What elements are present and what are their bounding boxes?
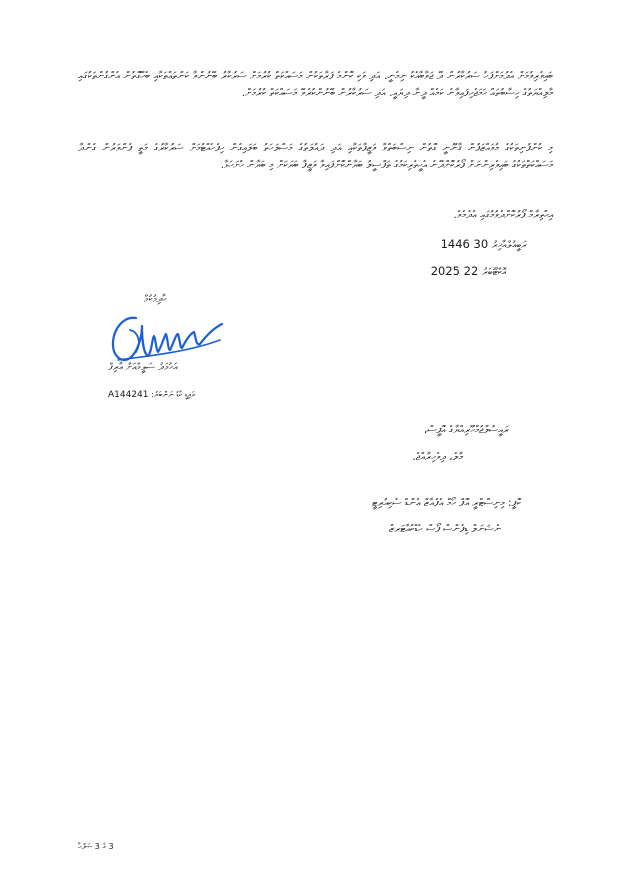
hijri-month: ރަބީޢުލްއާޚިރު (491, 240, 527, 251)
gregorian-month: އޮކްޓޫބަރު (481, 267, 506, 278)
cc-recipient-1: މިނިސްޓްރީ އޮފް ހޯމް އެފެއާޒް އެންޑް ސެކިއުރިޓީ (372, 497, 505, 509)
recipient-line-1: ރައީސުލްޖުމްހޫރިއްޔާގެ އޮފީސް، (423, 424, 509, 436)
gregorian-day: 22 (463, 264, 479, 278)
hijri-year: 1446 (440, 237, 470, 251)
closing-line: އިޙްތިރާމް ފޯރުކޮށްދެވުމުގައި އެދެމެވެ. (453, 209, 553, 221)
signer-id (108, 390, 195, 400)
cc-label: ކޮޕީ: (507, 497, 521, 509)
cc-line-1 (372, 496, 521, 510)
body-paragraph-1: ބައިވެރިވުމަށް އެދުމަށްފަހު ސަރުކާރުން ދޭ ޖަވާބާއެކު ނިމެނީ. އަދި ވަކި ކޮންމެ ފަރާތަކުން މަސައްކަތް ކުރުމަށް ސަރުކާރު ބޭނުންވާ ކަންތައްތަކާއި ބެހޭގޮތުން އެންގުންތަކުގައި މާލިއްޔަތުގެ ހިސާބުތައް ހަމަޖެހިފައިވާނެ ކަމެއް ދީނާ ދިޔައީ. އަދި ސަރުކާރުން ބޭނުންކުރެވޭ މަސައްކަތް ކުރުމަށް. (78, 70, 553, 99)
signer-name: އަހުމަދު ސަލީމްއަށް ޢާރިފް (108, 362, 178, 373)
hijri-date (441, 237, 527, 253)
gregorian-date (431, 264, 506, 280)
signer-id-label: އައިޑީ ކާޑު ނަންބަރު: (151, 390, 196, 399)
signed-label: ހާދިމުކުމް (144, 294, 167, 305)
cc-line-2: ނެޝަނަލް ޑިފެންސް ފޯސް ހެޑްކުއާޓަރޒް (388, 523, 501, 535)
gregorian-year: 2025 (430, 264, 460, 278)
page-number: 3 ގެ 3 ޞަފްޙާ (78, 842, 114, 851)
hijri-day: 30 (473, 237, 489, 251)
recipient-line-2: މާލެ، ދިވެހިރާއްޖެ. (412, 451, 463, 463)
signer-id-number: A144241 (108, 390, 149, 400)
body-paragraph-2: މި ކުންފުނިތަކުގެ މުވައްޒަފުން ޤާނޫނީ ގޮތުން ނިސްބަތްވާ ވަޒީފާތަކާއި އަދި ދައުލަތުގެ މަސްލަހަތު ބަލައިގެން ހިފެހެއްޓުމަށް ސަރުކާރުގެ މަތީ ފެންވަރުން ގެންދާ މަސައްކަތްތަކުގެ ބައިވެރިންނަށް ފޯރުކޮށްދޭނެ އެހީތެރިކަމުގެ ތަފްސީލު ބަޔާންކޮށްފައިވާ ވަޒީފާ ބަޔަކަށް މި ބަޔާން ހުށަހަޅާ. (78, 142, 553, 171)
